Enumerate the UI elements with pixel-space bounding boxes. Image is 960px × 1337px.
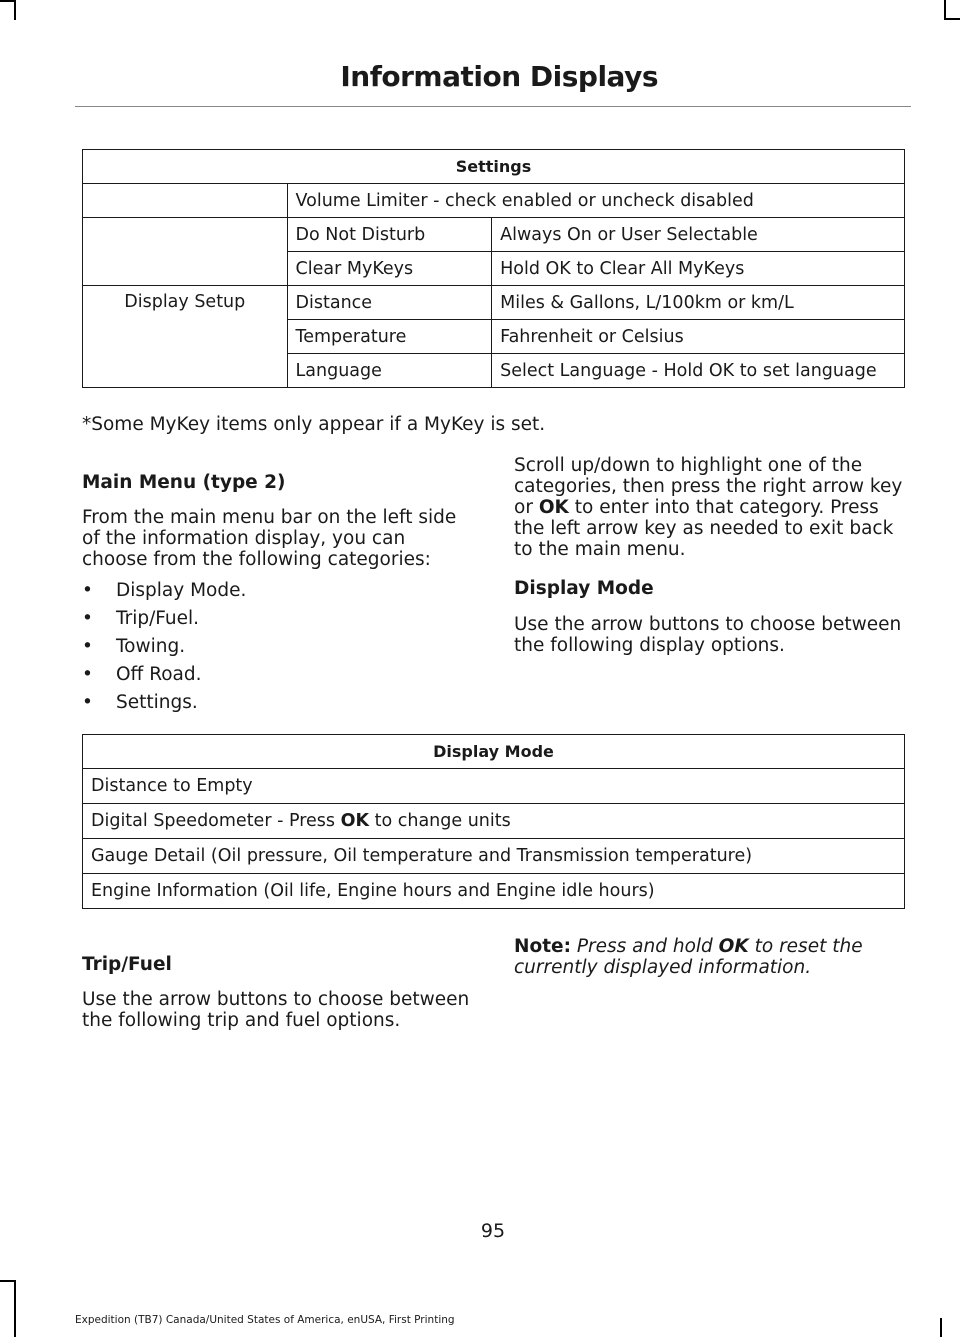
note-label: Note: [514,936,571,957]
crop-mark [940,1318,942,1337]
setting-value: Miles & Gallons, L/100km or km/L [492,286,905,320]
display-mode-text: Use the arrow buttons to choose between the following display options. [514,614,902,656]
crop-mark [0,1280,14,1282]
ok-keyword: OK [718,936,749,957]
trip-fuel-text: Use the arrow buttons to choose between the following trip and fuel options. [82,989,470,1031]
display-option-part1: Digital Speedometer - Press [91,811,341,831]
bullet: • [82,664,93,685]
setting-item: Do Not Disturb [287,218,492,252]
crop-mark [944,0,946,20]
ok-keyword: OK [538,497,569,518]
group-cell-blank [83,252,288,286]
crop-mark [14,1280,16,1337]
scroll-text-part2: to enter into that category. Press the left arrow key as needed to exit back to the main menu. [514,497,894,560]
display-table-title: Display Mode [83,735,905,769]
list-item-label: Trip/Fuel. [116,608,200,629]
scroll-text-part1: Scroll up/down to highlight one of the categories, then press the right arrow key or [514,455,903,518]
page-number: 95 [480,1220,506,1242]
group-label-display-setup: Display Setup [83,286,288,388]
setting-value: Hold OK to Clear All MyKeys [492,252,905,286]
display-mode-table [82,734,905,909]
group-cell-blank [83,218,288,252]
list-item-label: Off Road. [116,664,202,685]
crop-mark [14,0,16,20]
footer-text: Expedition (TB7) Canada/United States of America, enUSA, First Printing [75,1314,455,1326]
bullet: • [82,692,93,713]
bullet: • [82,636,93,657]
setting-item: Language [287,354,492,388]
crop-mark [0,0,14,2]
settings-table-title: Settings [83,150,905,184]
trip-fuel-heading: Trip/Fuel [82,954,172,975]
bullet: • [82,580,93,601]
setting-item: Temperature [287,320,492,354]
list-item-label: Display Mode. [116,580,247,601]
note-part1: Press and hold [570,936,719,957]
display-option: Distance to Empty [83,769,905,804]
list-item-label: Towing. [116,636,186,657]
note [514,936,909,978]
scroll-instructions [514,455,907,560]
display-option-part2: to change units [369,811,511,831]
group-cell-blank [83,184,288,218]
list-item-label: Settings. [116,692,198,713]
setting-value: Always On or User Selectable [492,218,905,252]
display-option [83,804,905,839]
main-menu-intro: From the main menu bar on the left side of the information display, you can choose from the following categories: [82,507,457,570]
volume-limiter-cell: Volume Limiter - check enabled or uncheck disabled [287,184,904,218]
crop-mark [944,18,960,20]
note-part2: to reset the currently displayed information. [514,936,863,978]
setting-value: Select Language - Hold OK to set language [492,354,905,388]
display-option: Gauge Detail (Oil pressure, Oil temperature and Transmission temperature) [83,839,905,874]
page-title: Information Displays [340,60,658,93]
setting-item: Distance [287,286,492,320]
setting-item: Clear MyKeys [287,252,492,286]
display-option: Engine Information (Oil life, Engine hours and Engine idle hours) [83,874,905,909]
settings-table [82,149,905,388]
ok-keyword: OK [340,811,370,831]
display-mode-heading: Display Mode [514,578,654,599]
footnote: *Some MyKey items only appear if a MyKey is set. [82,414,546,435]
header-divider [75,106,911,107]
setting-value: Fahrenheit or Celsius [492,320,905,354]
main-menu-heading: Main Menu (type 2) [82,472,286,493]
bullet: • [82,608,93,629]
